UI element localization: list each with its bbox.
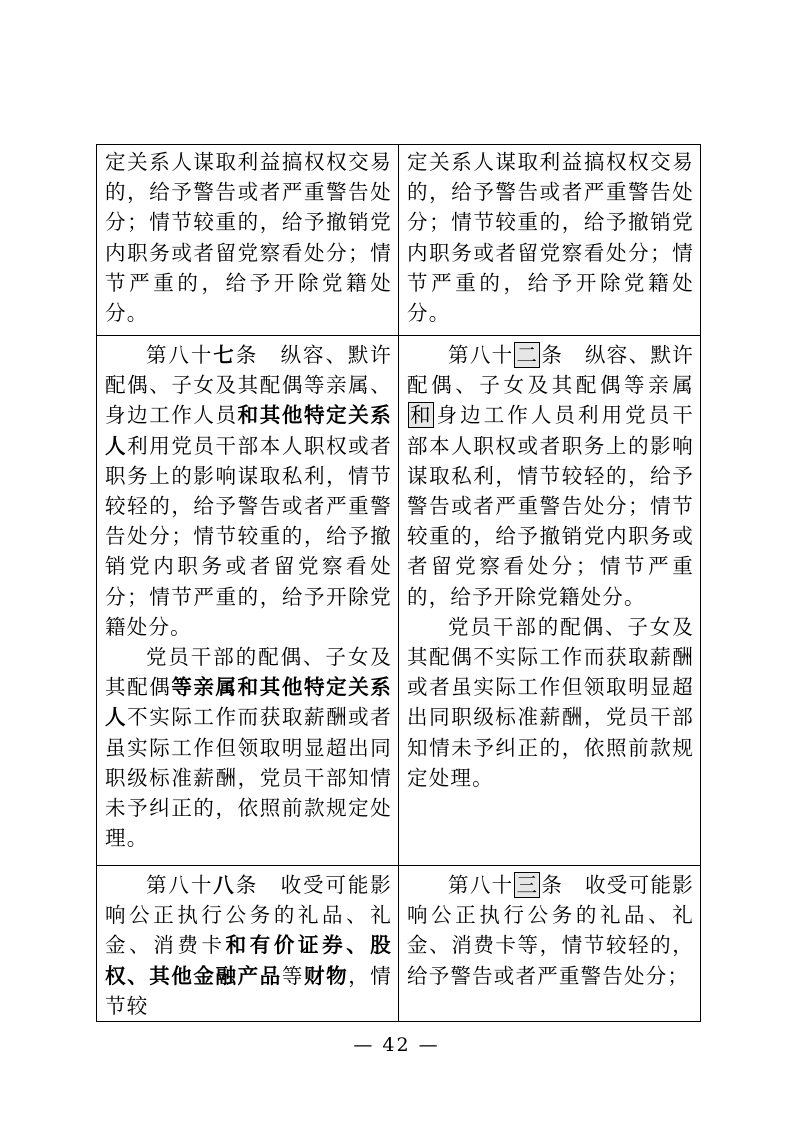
highlight-mark: 和 [410,403,432,428]
clause-text: 条 收受可能影响公正执行公务的礼品、礼金、消费卡等，情节较轻的，给予警告或者严重警告处分； [407,873,694,988]
clause-text: 身边工作人员利用党员干部本人职权或者职务上的影响谋取私利，情节较轻的，给予警告或者严重警告处分；情节较重的，给予撤销党内职务或者留党察看处分；情节严重的，给予开除党籍处分。 [407,403,694,609]
article-87-paragraph-1 [105,340,392,642]
table-row [97,866,701,1022]
clause-text: 定关系人谋取利益搞权权交易的，给予警告或者严重警告处分；情节较重的，给予撤销党内职务或者留党察看处分；情节严重的，给予开除党籍处分。 [105,150,392,326]
article-88-paragraph-1 [105,870,392,1021]
article-number-prefix: 第八十 [448,873,514,897]
clause-text: 条 纵容、默许配偶、子女及其配偶等亲属 [407,343,694,398]
article-82-paragraph-2: 党员干部的配偶、子女及其配偶不实际工作而获取薪酬或者虽实际工作但领取明显超出同职级标准薪酬，党员干部知情未予纠正的，依照前款规定处理。 [407,614,694,790]
clause-text: ，情节较 [105,963,392,1018]
right-cell [399,145,701,336]
clause-text: 利用党员干部本人职权或者职务上的影响谋取私利，情节较轻的，给予警告或者严重警告处分；情节较重的，给予撤销党内职务或者留党察看处分；情节严重的，给予开除党籍处分。 [105,433,392,639]
left-cell [97,866,399,1022]
table-row [97,145,701,336]
left-cell [97,336,399,866]
left-cell [97,145,399,336]
article-82-paragraph-1 [407,340,694,612]
clause-text: 条 纵容、默许配偶、子女及其配偶等亲属、身边工作人员 [105,343,393,428]
highlight-mark: 三 [516,873,539,897]
table-row [97,336,701,866]
article-83-paragraph-1 [407,870,694,991]
clause-text: 等 [281,963,304,988]
changed-text: 八 [213,873,236,897]
article-87-paragraph-2 [105,642,392,853]
article-number-prefix: 第八十 [146,873,214,897]
right-cell [399,336,701,866]
highlight-mark: 二 [516,343,539,367]
clause-text: 定关系人谋取利益搞权权交易的，给予警告或者严重警告处分；情节较重的，给予撤销党内职务或者留党察看处分；情节严重的，给予开除党籍处分。 [407,150,694,326]
article-number-prefix: 第八十 [448,343,514,367]
comparison-table [96,144,701,1022]
changed-text: 和其他特定关系人 [105,403,393,458]
right-cell [399,866,701,1022]
clause-text: 条 收受可能影响公正执行公务的礼品、礼金、消费卡 [105,873,393,958]
page-number: — 42 — [353,1034,440,1056]
clause-text: 党员干部的配偶、子女及其配偶 [105,645,392,700]
changed-text: 等亲属和其他特定关系人 [105,675,392,730]
article-number-prefix: 第八十 [146,343,214,367]
clause-text: 不实际工作而获取薪酬或者虽实际工作但领取明显超出同职级标准薪酬，党员干部知情未予纠正的，依照前款规定处理。 [105,705,392,851]
changed-text: 和有价证券、股权、其他金融产品 [105,933,392,988]
changed-text: 财物 [303,963,349,988]
changed-text: 七 [213,343,236,367]
